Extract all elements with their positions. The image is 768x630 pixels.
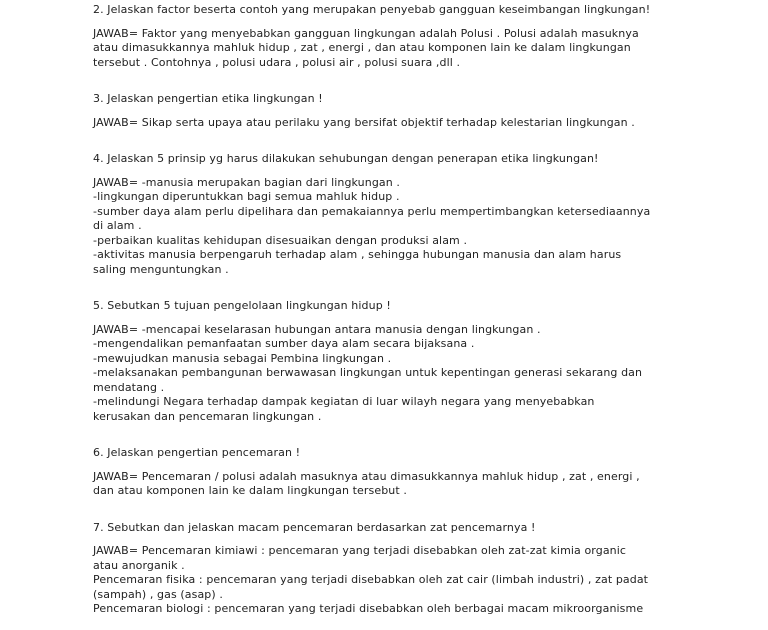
question-text: 7. Sebutkan dan jelaskan macam pencemaran berdasarkan zat pencemarnya ! xyxy=(93,520,536,534)
answer-line: -lingkungan diperuntukkan bagi semua mahluk hidup . xyxy=(93,190,400,203)
answer-line: atau dimasukkannya mahluk hidup , zat , energi , dan atau komponen lain ke dalam lingkungan xyxy=(93,41,631,54)
answer-line: -perbaikan kualitas kehidupan disesuaikan dengan produksi alam . xyxy=(93,233,468,247)
answer-line: mendatang . xyxy=(93,380,165,394)
qa-section xyxy=(93,299,693,446)
qa-section xyxy=(93,446,693,521)
answer-line: (sampah) , gas (asap) . xyxy=(93,587,223,601)
answer-line: JAWAB= Pencemaran kimiawi : pencemaran yang terjadi disebabkan oleh zat-zat kimia organic xyxy=(93,544,627,557)
question-text: 5. Sebutkan 5 tujuan pengelolaan lingkungan hidup ! xyxy=(93,299,391,312)
qa-section xyxy=(93,152,693,299)
answer-line: saling menguntungkan . xyxy=(93,262,229,276)
answer-line: di alam . xyxy=(93,219,142,232)
answer-text xyxy=(93,176,693,278)
answer-line: -melindungi Negara terhadap dampak kegiatan di luar wilayh negara yang menyebabkan xyxy=(93,395,595,408)
answer-text xyxy=(93,544,693,617)
answer-text xyxy=(93,470,693,499)
answer-line: JAWAB= Sikap serta upaya atau perilaku yang bersifat objektif terhadap kelestarian lingkungan . xyxy=(93,115,635,129)
answer-line: Pencemaran biologi : pencemaran yang terjadi disebabkan oleh berbagai macam mikroorganisme xyxy=(93,602,644,615)
answer-line: -aktivitas manusia berpengaruh terhadap alam , sehingga hubungan manusia dan alam harus xyxy=(93,248,622,261)
document-body xyxy=(93,3,693,617)
answer-line: tersebut . Contohnya , polusi udara , polusi air , polusi suara ,dll . xyxy=(93,55,461,69)
answer-line: -sumber daya alam perlu dipelihara dan pemakaiannya perlu mempertimbangkan ketersediaannya xyxy=(93,204,651,218)
qa-section xyxy=(93,3,693,92)
question-text: 4. Jelaskan 5 prinsip yg harus dilakukan sehubungan dengan penerapan etika lingkungan! xyxy=(93,152,599,165)
answer-line: JAWAB= -mencapai keselarasan hubungan antara manusia dengan lingkungan . xyxy=(93,322,541,336)
answer-line: JAWAB= -manusia merupakan bagian dari lingkungan . xyxy=(93,175,401,189)
qa-section xyxy=(93,92,693,152)
question-text: 6. Jelaskan pengertian pencemaran ! xyxy=(93,446,301,459)
answer-line: JAWAB= Faktor yang menyebabkan gangguan lingkungan adalah Polusi . Polusi adalah masuknya xyxy=(93,26,639,40)
answer-line: Pencemaran fisika : pencemaran yang terjadi disebabkan oleh zat cair (limbah industri) , zat padat xyxy=(93,573,649,586)
answer-line: -mengendalikan pemanfaatan sumber daya alam secara bijaksana . xyxy=(93,337,475,350)
answer-line: atau anorganik . xyxy=(93,558,185,572)
answer-line: -melaksanakan pembangunan berwawasan lingkungan untuk kepentingan generasi sekarang dan xyxy=(93,366,643,379)
question-text: 2. Jelaskan factor beserta contoh yang merupakan penyebab gangguan keseimbangan lingkungan! xyxy=(93,3,651,16)
answer-text xyxy=(93,27,693,71)
question-text: 3. Jelaskan pengertian etika lingkungan ! xyxy=(93,92,323,105)
answer-line: dan atau komponen lain ke dalam lingkungan tersebut . xyxy=(93,484,407,497)
qa-section xyxy=(93,521,693,617)
answer-line: JAWAB= Pencemaran / polusi adalah masuknya atau dimasukkannya mahluk hidup , zat , energi , xyxy=(93,469,640,483)
answer-line: kerusakan dan pencemaran lingkungan . xyxy=(93,409,322,423)
answer-text xyxy=(93,323,693,425)
answer-line: -mewujudkan manusia sebagai Pembina lingkungan . xyxy=(93,351,392,365)
answer-text xyxy=(93,116,693,131)
